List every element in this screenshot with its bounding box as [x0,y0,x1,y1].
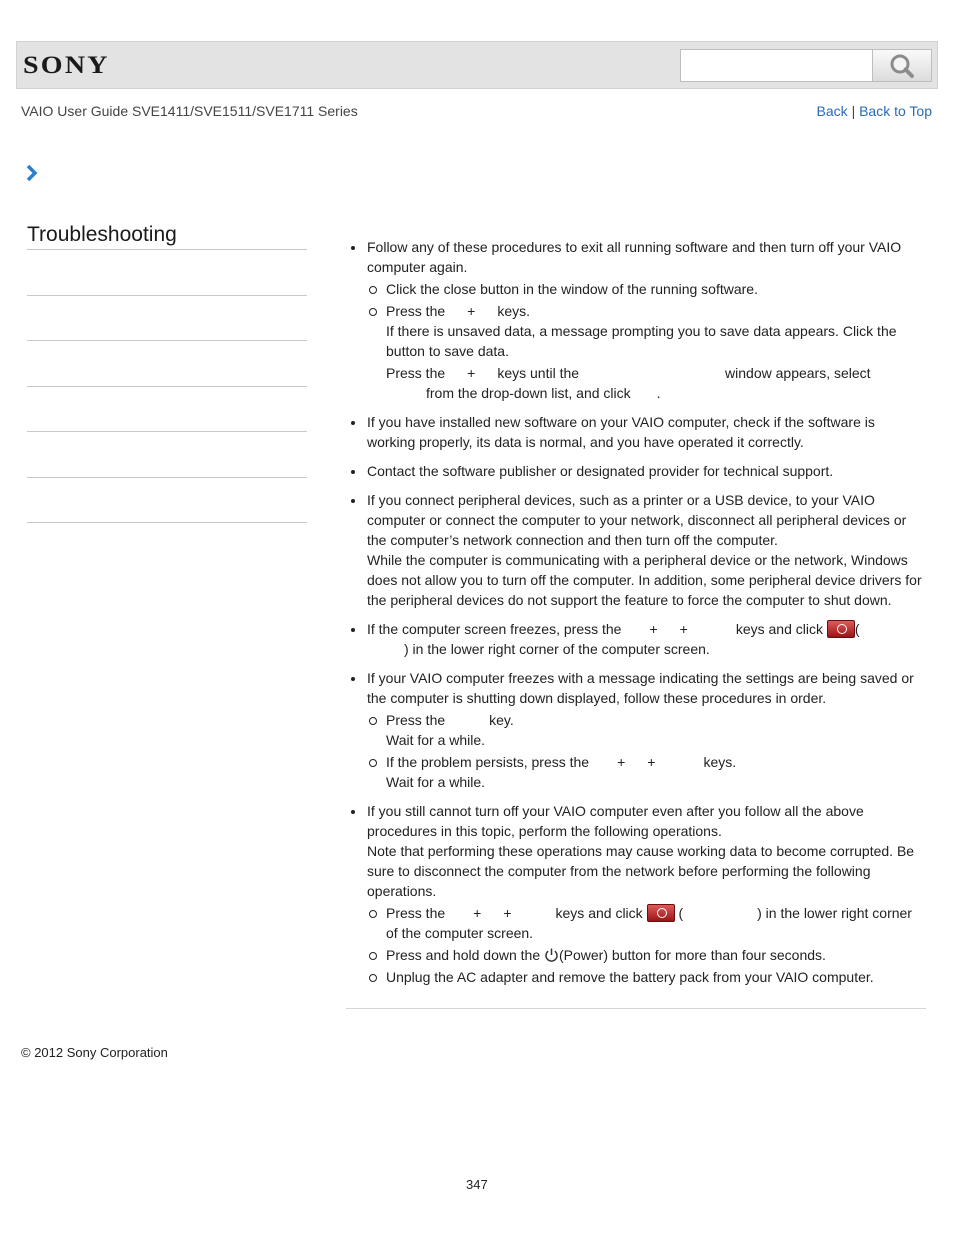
sub-item-text: Press and hold down the [386,947,541,963]
list-item [346,461,926,481]
plus-sign: + [617,754,626,770]
item-text: If you still cannot turn off your VAIO computer even after you follow all the above procedures in this topic, perform the following operations. [367,803,864,839]
plus-sign: + [467,303,476,319]
list-item [346,668,926,792]
sidebar-divider [27,249,307,250]
sub-item-text: Unplug the AC adapter and remove the battery pack from your VAIO computer. [386,969,874,985]
sub-list-item [367,967,926,987]
list-item [346,237,926,403]
sub-item-text: keys and click [555,905,643,921]
sony-logo[interactable]: SONY [23,52,110,79]
item-text: ) in the lower right corner of the computer screen. [404,641,710,657]
item-text: Note that performing these operations may cause working data to become corrupted. Be sure to disconnect the computer from the network before performing the following operations. [367,843,915,899]
sidebar-divider [27,477,307,478]
shutdown-button-icon [827,620,855,638]
list-item [346,490,926,610]
sidebar-divider [27,386,307,387]
sub-list-item [367,752,926,792]
sub-item-text: keys until the [497,365,580,381]
page-number: 347 [466,1177,488,1192]
search-button[interactable] [872,49,932,82]
sub-item-text: If the problem persists, press the [386,754,590,770]
link-separator: | [851,103,856,119]
sidebar-divider [27,340,307,341]
item-text: If your VAIO computer freezes with a message indicating the settings are being saved or the computer is shutting down displayed, follow these procedures in order. [367,670,914,706]
sub-list-item [367,945,926,965]
plus-sign: + [503,905,512,921]
copyright: © 2012 Sony Corporation [21,1045,168,1060]
chevron-right-icon[interactable] [25,164,39,182]
item-text: ( [854,621,860,637]
item-text: While the computer is communicating with a peripheral device or the network, Windows does not allow you to turn off the computer. In addition, some peripheral device drivers for the peripheral devices do not support the feature to force the computer to shut down. [367,552,922,608]
sub-item-text: . [656,385,661,401]
sub-item-text: window appears, select [725,365,871,381]
guide-title: VAIO User Guide SVE1411/SVE1511/SVE1711 Series [21,103,358,119]
sub-item-text: ( [678,905,684,921]
sub-list-item [367,903,926,943]
search-input[interactable] [680,49,873,82]
article-content [346,237,926,996]
plus-sign: + [467,365,476,381]
sidebar-divider [27,522,307,523]
sub-item-text: Press the [386,712,446,728]
item-text: Contact the software publisher or designated provider for technical support. [367,463,834,479]
content-divider [346,1008,926,1009]
item-text: If you have installed new software on your VAIO computer, check if the software is working properly, its data is normal, and you have operated it correctly. [367,414,875,450]
sub-list-item [367,710,926,750]
sub-item-text: Press the [386,905,446,921]
back-link[interactable]: Back [816,103,848,119]
plus-sign: + [679,621,688,637]
item-text: Follow any of these procedures to exit all running software and then turn off your VAIO computer again. [367,239,902,275]
sub-item-text: from the drop-down list, and click [426,385,631,401]
item-text: If you connect peripheral devices, such as a printer or a USB device, to your VAIO computer or connect the computer to your network, disconnect all peripheral devices or the computer’s network connection and then turn off the computer. [367,492,907,548]
sub-item-text: keys. [703,754,737,770]
list-item [346,619,926,659]
magnifier-icon [889,53,915,79]
list-item [346,412,926,452]
plus-sign: + [473,905,482,921]
header-bar [16,41,938,89]
list-item [346,801,926,987]
top-links [817,103,932,119]
sub-item-text: keys. [497,303,531,319]
sub-item-text: Press the [386,303,446,319]
sidebar-divider [27,431,307,432]
sub-item-text: ) in the lower right corner of the computer screen. [386,905,912,941]
sidebar-title: Troubleshooting [27,223,177,246]
sub-item-text: (Power) button for more than four seconds. [559,947,826,963]
item-text: If the computer screen freezes, press the [367,621,622,637]
sub-item-text: Click the close button in the window of the running software. [386,281,758,297]
plus-sign: + [649,621,658,637]
plus-sign: + [647,754,656,770]
sub-list-item [367,363,926,403]
sub-list-item [367,301,926,361]
sidebar-divider [27,295,307,296]
sub-item-note: If there is unsaved data, a message prompting you to save data appears. Click the button to save data. [386,323,897,359]
shutdown-button-icon [647,904,675,922]
sub-item-text: key. [489,712,514,728]
item-text: keys and click [735,621,823,637]
sub-list-item [367,279,926,299]
sub-item-text: Press the [386,365,446,381]
sub-item-note: Wait for a while. [386,774,486,790]
sub-item-note: Wait for a while. [386,732,486,748]
back-to-top-link[interactable]: Back to Top [859,103,932,119]
power-icon [544,947,559,963]
